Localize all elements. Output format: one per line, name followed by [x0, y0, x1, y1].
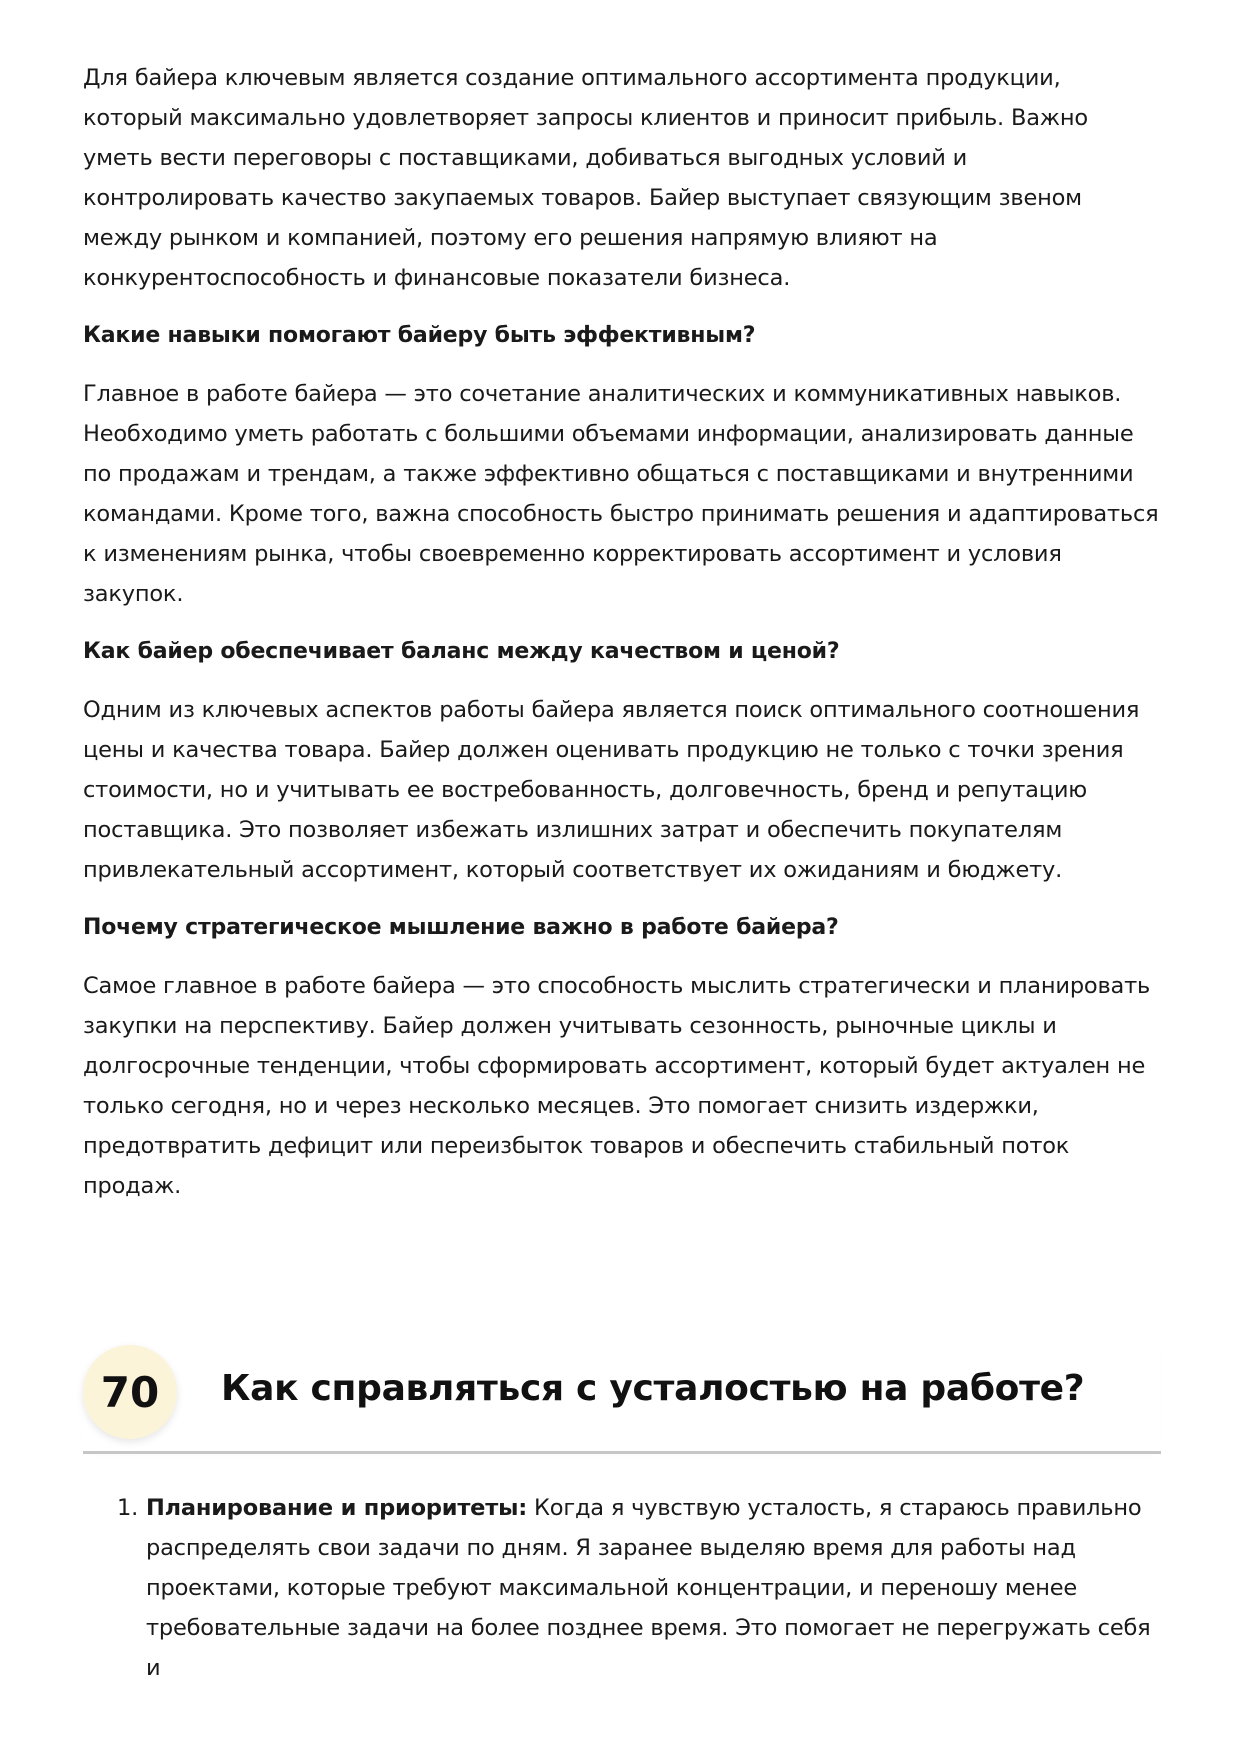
- section-question: Какие навыки помогают байеру быть эффективным?: [83, 323, 756, 348]
- list-item-number: 1.: [117, 1495, 139, 1521]
- chapter-title: Как справляться с усталостью на работе?: [221, 1368, 1085, 1409]
- list-item-text: Когда я чувствую усталость, я стараюсь правильно распределять свои задачи по дням. Я заранее выделяю время для работы над проектами, которые требуют максимальной концентрации, и переношу менее требовательные задачи на более позднее время. Это помогает не перегружать себя и: [146, 1495, 1151, 1681]
- article-body: [83, 58, 1163, 1206]
- list-item-heading: Планирование и приоритеты:: [146, 1495, 528, 1521]
- section-answer: Главное в работе байера — это сочетание аналитических и коммуникативных навыков. Необходимо уметь работать с большими объемами информации, анализировать данные по продажам и трендам, а также эффективно общаться с поставщиками и внутренними командами. Кроме того, важна способность быстро принимать решения и адаптироваться к изменениям рынка, чтобы своевременно корректировать ассортимент и условия закупок.: [83, 381, 1159, 607]
- chapter-header: [83, 1335, 1161, 1451]
- section-question: Почему стратегическое мышление важно в работе байера?: [83, 915, 839, 940]
- chapter-divider: [83, 1451, 1161, 1454]
- list-item: [83, 1488, 1163, 1688]
- section-answer: Самое главное в работе байера — это способность мыслить стратегически и планировать закупки на перспективу. Байер должен учитывать сезонность, рыночные циклы и долгосрочные тенденции, чтобы сформировать ассортимент, который будет актуален не только сегодня, но и через несколько месяцев. Это помогает снизить издержки, предотвратить дефицит или переизбыток товаров и обеспечить стабильный поток продаж.: [83, 973, 1151, 1199]
- intro-paragraph: Для байера ключевым является создание оптимального ассортимента продукции, который максимально удовлетворяет запросы клиентов и приносит прибыль. Важно уметь вести переговоры с поставщиками, добиваться выгодных условий и контролировать качество закупаемых товаров. Байер выступает связующим звеном между рынком и компанией, поэтому его решения напрямую влияют на конкурентоспособность и финансовые показатели бизнеса.: [83, 65, 1088, 291]
- numbered-list: [83, 1488, 1163, 1688]
- section-question: Как байер обеспечивает баланс между качеством и ценой?: [83, 639, 840, 664]
- chapter-number-badge: 70: [83, 1345, 177, 1439]
- section-answer: Одним из ключевых аспектов работы байера является поиск оптимального соотношения цены и качества товара. Байер должен оценивать продукцию не только с точки зрения стоимости, но и учитывать ее востребованность, долговечность, бренд и репутацию поставщика. Это позволяет избежать излишних затрат и обеспечить покупателям привлекательный ассортимент, который соответствует их ожиданиям и бюджету.: [83, 697, 1140, 883]
